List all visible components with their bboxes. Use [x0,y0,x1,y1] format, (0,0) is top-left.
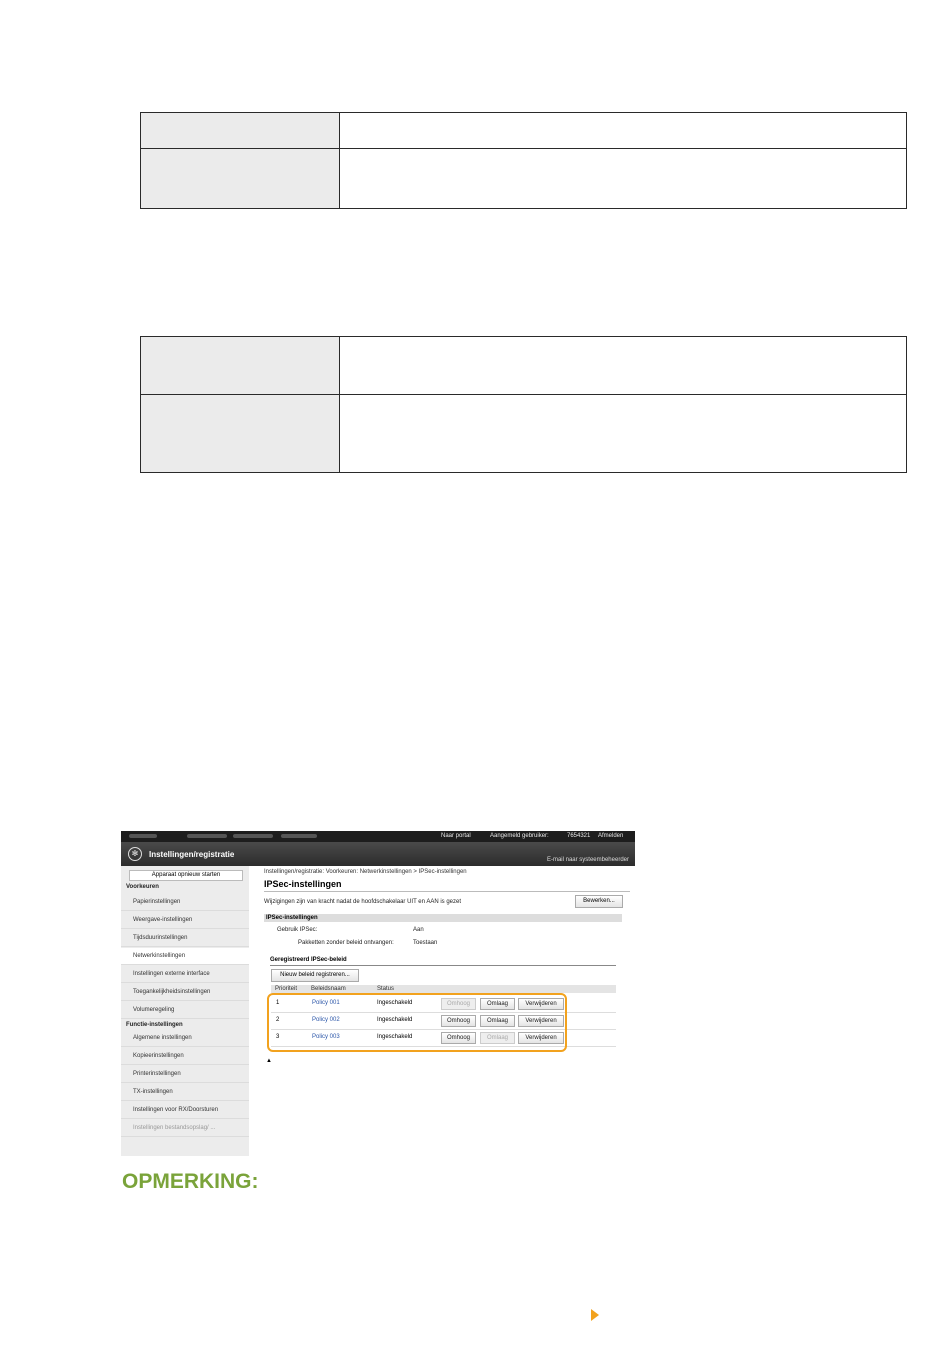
title-divider [264,891,630,892]
sidebar-item-accessibility[interactable]: Toegankelijkheidsinstellingen [121,984,249,1001]
delete-button[interactable]: Verwijderen [518,998,564,1010]
app-title: Instellingen/registratie [149,850,235,859]
move-up-button[interactable]: Omhoog [441,998,476,1010]
table-value-cell [340,113,907,149]
app-header [121,842,635,866]
delete-button[interactable]: Verwijderen [518,1015,564,1027]
back-to-top-icon[interactable]: ▲ [266,1058,272,1064]
move-down-button[interactable]: Omlaag [480,998,515,1010]
top-bar [121,831,635,842]
user-id: 7654321 [567,833,591,839]
restart-device-button[interactable]: Apparaat opnieuw starten [129,870,243,881]
policy-name-link[interactable]: Policy 001 [312,1000,340,1006]
next-page-arrow-icon[interactable] [591,1309,599,1321]
logo-icon: ✻ [128,847,142,861]
move-down-button[interactable]: Omlaag [480,1015,515,1027]
ui-screenshot [121,831,635,1156]
move-up-button[interactable]: Omhoog [441,1032,476,1044]
sidebar-item-display[interactable]: Weergave-instellingen [121,912,249,929]
sidebar-item-timer[interactable]: Tijdsduurinstellingen [121,930,249,947]
no-policy-value: Toestaan [413,940,438,946]
row-priority: 2 [276,1017,280,1023]
sidebar-item-network[interactable]: Netwerkinstellingen [121,948,249,965]
breadcrumb: Instellingen/registratie: Voorkeuren: Netwerkinstellingen > IPSec-instellingen [264,869,467,875]
move-up-button[interactable]: Omhoog [441,1015,476,1027]
sidebar-item-rx-forward[interactable]: Instellingen voor RX/Doorsturen [121,1102,249,1119]
sidebar [121,866,249,1156]
login-user-label: Aangemeld gebruiker: [490,833,549,839]
blurred-text [233,834,273,838]
sidebar-item-printer[interactable]: Printerinstellingen [121,1066,249,1083]
mail-admin-link[interactable]: E-mail naar systeembeheerder [546,857,629,863]
table-label-cell [141,395,340,473]
sidebar-item-file-store[interactable]: Instellingen bestandsopslag/ ... [121,1120,249,1137]
page-title: IPSec-instellingen [264,879,342,889]
blurred-text [281,834,317,838]
column-status: Status [377,986,395,992]
register-policy-button[interactable]: Nieuw beleid registreren... [271,969,359,982]
sidebar-section-preferences: Voorkeuren [126,884,159,890]
delete-button[interactable]: Verwijderen [518,1032,564,1044]
table-value-cell [340,337,907,395]
sidebar-item-tx[interactable]: TX-instellingen [121,1084,249,1101]
row-status: Ingeschakeld [377,1000,413,1006]
blurred-text [187,834,227,838]
use-ipsec-label: Gebruik IPSec: [277,927,318,933]
section-divider [270,965,616,966]
move-down-button[interactable]: Omlaag [480,1032,515,1044]
settings-table-1 [140,112,907,209]
table-label-cell [141,149,340,209]
sidebar-item-paper[interactable]: Papierinstellingen [121,894,249,911]
restart-notice: Wijzigingen zijn van kracht nadat de hoofdschakelaar UIT en AAN is gezet [264,899,461,905]
column-priority: Prioriteit [275,986,298,992]
note-heading: OPMERKING: [122,1170,259,1193]
table-value-cell [340,395,907,473]
sidebar-section-functions: Functie-instellingen [126,1022,183,1028]
row-priority: 1 [276,1000,280,1006]
edit-button[interactable]: Bewerken... [575,895,623,908]
table-value-cell [340,149,907,209]
section-ipsec-settings: IPSec-instellingen [264,914,622,922]
logout-link[interactable]: Afmelden [598,833,624,839]
section-registered-policy: Geregistreerd IPSec-beleid [270,957,347,963]
row-status: Ingeschakeld [377,1034,413,1040]
row-priority: 3 [276,1034,280,1040]
table-label-cell [141,337,340,395]
highlight-frame [267,993,567,1052]
policy-name-link[interactable]: Policy 003 [312,1034,340,1040]
column-policy-name: Beleidsnaam [311,986,346,992]
portal-link[interactable]: Naar portal [441,833,471,839]
blurred-text [129,834,157,838]
use-ipsec-value: Aan [413,927,424,933]
sidebar-item-copy[interactable]: Kopieerinstellingen [121,1048,249,1065]
sidebar-item-volume[interactable]: Volumeregeling [121,1002,249,1019]
no-policy-label: Pakketten zonder beleid ontvangen: [298,940,394,946]
sidebar-item-external-interface[interactable]: Instellingen externe interface [121,966,249,983]
policy-name-link[interactable]: Policy 002 [312,1017,340,1023]
main-content [261,866,631,1156]
settings-table-2 [140,336,907,473]
sidebar-item-common[interactable]: Algemene instellingen [121,1030,249,1047]
policy-table-header [271,985,616,993]
row-status: Ingeschakeld [377,1017,413,1023]
table-label-cell [141,113,340,149]
